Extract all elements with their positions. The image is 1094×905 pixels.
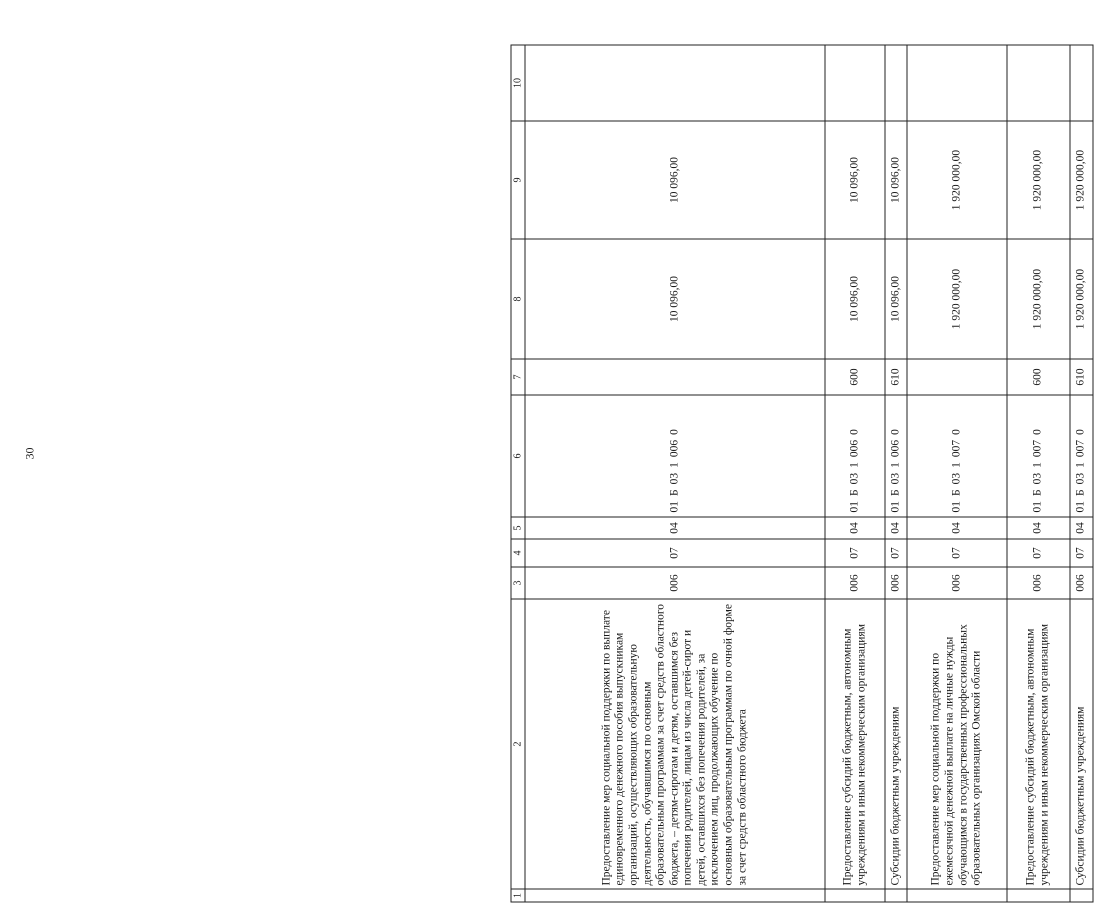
row-code4-cell: 07 xyxy=(825,539,885,567)
row-amount8-cell: 1 920 000,00 xyxy=(907,239,1007,359)
kcsr-part: 0 xyxy=(1074,429,1087,435)
column-number-row xyxy=(511,45,525,902)
row-col10-cell xyxy=(907,45,1007,121)
column-number-5: 5 xyxy=(511,517,525,539)
column-number-6: 6 xyxy=(511,395,525,517)
kcsr-part: Б xyxy=(1074,489,1087,496)
column-number-8: 8 xyxy=(511,239,525,359)
kcsr-part: 01 xyxy=(1074,501,1087,513)
kcsr-part: 007 xyxy=(1074,439,1087,458)
column-number-3: 3 xyxy=(511,567,525,599)
table-body xyxy=(511,45,1093,902)
row-amount9-cell: 10 096,00 xyxy=(825,121,885,239)
row-code4-cell: 07 xyxy=(525,539,825,567)
row-amount9-cell: 10 096,00 xyxy=(525,121,825,239)
row-code5-cell: 04 xyxy=(1007,517,1070,539)
row-amount9-cell: 1 920 000,00 xyxy=(1070,121,1093,239)
row-code4-cell: 07 xyxy=(1070,539,1093,567)
row-col1-cell xyxy=(1007,889,1070,902)
row-name-cell: Субсидии бюджетным учреждениям xyxy=(885,599,907,889)
kcsr-part: 1 xyxy=(1074,462,1087,468)
column-number-9: 9 xyxy=(511,121,525,239)
kcsr-part: 03 xyxy=(950,472,963,485)
row-code7-cell xyxy=(907,359,1007,395)
row-kcsr-cell xyxy=(907,395,1007,517)
row-code5-cell: 04 xyxy=(907,517,1007,539)
row-col10-cell xyxy=(825,45,885,121)
kcsr-part: 0 xyxy=(848,429,861,435)
column-number-1: 1 xyxy=(511,889,525,902)
row-code7-cell: 600 xyxy=(825,359,885,395)
row-amount8-cell: 1 920 000,00 xyxy=(1007,239,1070,359)
kcsr-part: 007 xyxy=(950,439,963,458)
kcsr-part: 0 xyxy=(889,429,902,435)
kcsr-part: 1 xyxy=(1031,462,1044,468)
row-code7-cell: 600 xyxy=(1007,359,1070,395)
row-code3-cell: 006 xyxy=(907,567,1007,599)
kcsr-part: 0 xyxy=(1031,429,1044,435)
kcsr-part: 1 xyxy=(668,462,681,468)
row-col1-cell xyxy=(825,889,885,902)
kcsr-part: 006 xyxy=(889,439,902,458)
kcsr-part: 006 xyxy=(848,439,861,458)
kcsr-part: 03 xyxy=(889,472,902,485)
column-number-10: 10 xyxy=(511,45,525,121)
page-number: 30 xyxy=(22,447,37,459)
row-kcsr-cell xyxy=(825,395,885,517)
kcsr-part: 01 xyxy=(889,501,902,513)
row-col10-cell xyxy=(1070,45,1093,121)
table-row xyxy=(1007,45,1070,902)
row-amount9-cell: 10 096,00 xyxy=(885,121,907,239)
kcsr-part: Б xyxy=(950,489,963,496)
column-number-7: 7 xyxy=(511,359,525,395)
table-row xyxy=(885,45,907,902)
kcsr-part: Б xyxy=(1031,489,1044,496)
kcsr-part: 1 xyxy=(848,462,861,468)
row-amount8-cell: 10 096,00 xyxy=(525,239,825,359)
kcsr-part: 01 xyxy=(668,501,681,513)
kcsr-part: 0 xyxy=(668,429,681,435)
row-kcsr-cell xyxy=(1007,395,1070,517)
row-name-cell: Предоставление субсидий бюджетным, автономным учреждениям и иным некоммерческим организациям xyxy=(825,599,885,889)
row-amount9-cell: 1 920 000,00 xyxy=(907,121,1007,239)
row-code5-cell: 04 xyxy=(825,517,885,539)
kcsr-part: 006 xyxy=(668,439,681,458)
kcsr-part: Б xyxy=(889,489,902,496)
kcsr-part: 007 xyxy=(1031,439,1044,458)
row-col1-cell xyxy=(525,889,825,902)
row-col1-cell xyxy=(1070,889,1093,902)
column-number-4: 4 xyxy=(511,539,525,567)
row-code4-cell: 07 xyxy=(885,539,907,567)
kcsr-part: 01 xyxy=(950,501,963,513)
row-col1-cell xyxy=(907,889,1007,902)
kcsr-part: Б xyxy=(848,489,861,496)
row-name-cell: Предоставление мер социальной поддержки по выплате единовременного денежного пособия выпускникам организаций, осуществляющих образовательную деятельность, обучавшимся по основным образовательным программам за счет средств областного бюджета, – детям-сиротам и детям, оставшимся без попечения родителей, лицам из числа детей-сирот и детей, оставшихся без попечения родителей, за исключением лиц, продолжающих обучение по основным образовательным программам по очной форме за счет средств областного бюджета xyxy=(525,599,825,889)
row-code3-cell: 006 xyxy=(1007,567,1070,599)
row-amount8-cell: 10 096,00 xyxy=(885,239,907,359)
row-kcsr-cell xyxy=(885,395,907,517)
kcsr-part: 01 xyxy=(1031,501,1044,513)
kcsr-part: 03 xyxy=(1074,472,1087,485)
row-col10-cell xyxy=(1007,45,1070,121)
row-code3-cell: 006 xyxy=(525,567,825,599)
kcsr-part: 03 xyxy=(1031,472,1044,485)
row-name-cell: Предоставление субсидий бюджетным, автономным учреждениям и иным некоммерческим организациям xyxy=(1007,599,1070,889)
row-amount9-cell: 1 920 000,00 xyxy=(1007,121,1070,239)
row-kcsr-cell xyxy=(1070,395,1093,517)
table-row xyxy=(907,45,1007,902)
kcsr-part: 1 xyxy=(889,462,902,468)
row-col1-cell xyxy=(885,889,907,902)
kcsr-part: 0 xyxy=(950,429,963,435)
kcsr-part: 1 xyxy=(950,462,963,468)
row-code3-cell: 006 xyxy=(1070,567,1093,599)
kcsr-part: 01 xyxy=(848,501,861,513)
rotated-page xyxy=(511,46,1087,903)
row-name-cell: Предоставление мер социальной поддержки по ежемесячной денежной выплате на личные нужды обучающимся в государственных профессиональных образовательных организациях Омской области xyxy=(907,599,1007,889)
kcsr-part: 03 xyxy=(848,472,861,485)
table-row xyxy=(525,45,825,902)
row-name-cell: Субсидии бюджетным учреждениям xyxy=(1070,599,1093,889)
row-code5-cell: 04 xyxy=(525,517,825,539)
page-number-box xyxy=(20,443,40,463)
kcsr-part: 03 xyxy=(668,472,681,485)
row-code4-cell: 07 xyxy=(907,539,1007,567)
row-code7-cell: 610 xyxy=(885,359,907,395)
row-amount8-cell: 10 096,00 xyxy=(825,239,885,359)
row-code5-cell: 04 xyxy=(1070,517,1093,539)
row-code4-cell: 07 xyxy=(1007,539,1070,567)
table-row xyxy=(825,45,885,902)
kcsr-part: Б xyxy=(668,489,681,496)
row-code3-cell: 006 xyxy=(825,567,885,599)
row-kcsr-cell xyxy=(525,395,825,517)
row-amount8-cell: 1 920 000,00 xyxy=(1070,239,1093,359)
row-code7-cell xyxy=(525,359,825,395)
row-col10-cell xyxy=(885,45,907,121)
row-col10-cell xyxy=(525,45,825,121)
table-row xyxy=(1070,45,1093,902)
row-code7-cell: 610 xyxy=(1070,359,1093,395)
row-code3-cell: 006 xyxy=(885,567,907,599)
budget-table xyxy=(511,45,1094,903)
column-number-2: 2 xyxy=(511,599,525,889)
row-code5-cell: 04 xyxy=(885,517,907,539)
